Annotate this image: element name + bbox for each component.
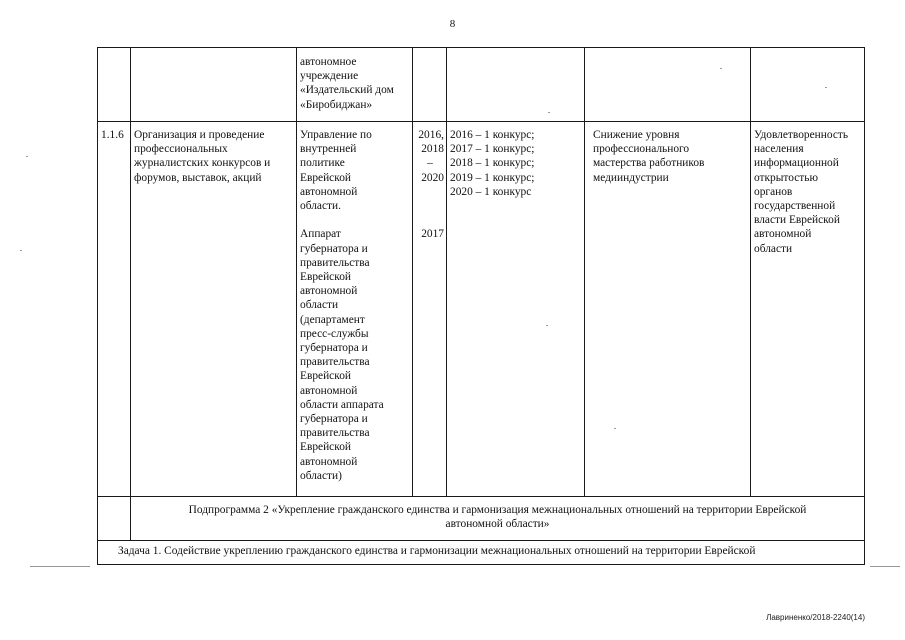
cell-years <box>413 122 447 497</box>
cell-responsible <box>297 48 413 122</box>
text-line: журналистских конкурсов и <box>134 157 271 170</box>
cell-responsible <box>297 122 413 497</box>
text-line: профессиональных <box>134 143 228 156</box>
scan-speck <box>720 68 722 69</box>
text-line: 2018 <box>421 143 444 156</box>
text-line: населения <box>754 143 804 156</box>
text-line: государственной <box>754 200 836 213</box>
text-line: мастерства работников <box>593 157 705 170</box>
cell-subprogram-number <box>98 497 131 541</box>
table-row-continuation <box>98 48 865 122</box>
text-line: открытостью <box>754 171 818 184</box>
scan-speck <box>548 112 550 113</box>
spacer <box>416 213 444 227</box>
cell-result <box>751 122 865 497</box>
text-line: области <box>300 299 339 312</box>
spacer <box>300 213 409 227</box>
cell-number <box>98 122 131 497</box>
text-line: 2017 <box>421 228 444 241</box>
text-line: профессионального <box>593 143 690 156</box>
document-code: Лавриненко/2018-2240(14) <box>766 613 865 622</box>
text-line: 2020 <box>421 171 444 184</box>
text-line: учреждение <box>300 70 359 83</box>
cell-subprogram-title <box>131 497 865 541</box>
spacer <box>416 185 444 199</box>
text-line: внутренней <box>300 143 357 156</box>
text-line: Аппарат <box>300 228 341 241</box>
spacer <box>416 199 444 213</box>
cell-number <box>98 48 131 122</box>
scan-speck <box>20 250 22 251</box>
text-line: 2017 – 1 конкурс; <box>450 143 535 156</box>
scan-speck <box>26 156 28 157</box>
text-line: правительства <box>300 256 370 269</box>
scan-speck <box>546 325 548 326</box>
text-line: Еврейской <box>300 271 351 284</box>
cell-activity <box>131 122 297 497</box>
text-line: Еврейской <box>300 171 351 184</box>
text-line: области аппарата <box>300 398 384 411</box>
text-line: автономной <box>300 185 358 198</box>
text-line: области <box>754 242 793 255</box>
cell-indicators <box>447 48 585 122</box>
text-line: автономной <box>754 228 812 241</box>
text-line: области. <box>300 200 341 213</box>
text-line: автономной <box>300 285 358 298</box>
text-line: Управление по <box>300 129 372 141</box>
cell-consequences <box>585 48 751 122</box>
text-line: «Издательский дом <box>300 84 394 97</box>
text-line: (департамент <box>300 313 365 326</box>
program-table <box>97 47 865 565</box>
cell-indicators <box>447 122 585 497</box>
row-number: 1.1.6 <box>101 129 124 141</box>
text-line: органов <box>754 185 793 198</box>
text-line: «Биробиджан» <box>300 98 373 111</box>
text-line: медииндустрии <box>593 171 669 184</box>
cell-result <box>751 48 865 122</box>
text-line: 2016, <box>418 129 444 141</box>
text-line: Еврейской <box>300 370 351 383</box>
text-line: пресс-службы <box>300 327 369 340</box>
scan-speck <box>614 428 616 429</box>
text-line: 2018 – 1 конкурс; <box>450 157 535 170</box>
text-line: правительства <box>300 427 370 440</box>
text-line: 2016 – 1 конкурс; <box>450 129 535 141</box>
text-line: Организация и проведение <box>134 129 265 141</box>
table-row-task <box>98 541 865 565</box>
cell-activity <box>131 48 297 122</box>
text-line: форумов, выставок, акций <box>134 171 262 184</box>
text-line: информационной <box>754 157 839 170</box>
scan-margin-line-right <box>870 566 900 567</box>
text-line: губернатора и <box>300 342 368 355</box>
table-row-subprogram <box>98 497 865 541</box>
text-line: 2019 – 1 конкурс; <box>450 171 535 184</box>
text-line: автономной <box>300 455 358 468</box>
text-line: Еврейской <box>300 441 351 454</box>
subprogram-title-line: Подпрограмма 2 «Укрепление гражданского единства и гармонизация межнациональных отношений на территории Еврейской <box>188 504 807 516</box>
text-line: области) <box>300 469 342 482</box>
table-row-1-1-6 <box>98 122 865 497</box>
text-line: автономное <box>300 56 357 68</box>
cell-years <box>413 48 447 122</box>
text-line: 2020 – 1 конкурс <box>450 185 532 198</box>
text-line: власти Еврейской <box>754 214 840 227</box>
text-line: правительства <box>300 356 370 369</box>
text-line: автономной <box>300 384 358 397</box>
text-line: политике <box>300 157 345 170</box>
cell-consequences <box>585 122 751 497</box>
cell-task-title: Задача 1. Содействие укреплению гражданского единства и гармонизации межнациональных отношений на территории Еврейской <box>98 541 865 565</box>
text-line: губернатора и <box>300 413 368 426</box>
text-line: Снижение уровня <box>593 129 680 141</box>
text-line: Удовлетворенность <box>754 129 849 141</box>
text-line: губернатора и <box>300 242 368 255</box>
subprogram-title-line: автономной области» <box>445 518 550 531</box>
text-line: – <box>427 157 433 170</box>
scan-speck <box>825 87 827 88</box>
scan-margin-line-left <box>30 566 90 567</box>
page-number: 8 <box>449 18 456 30</box>
